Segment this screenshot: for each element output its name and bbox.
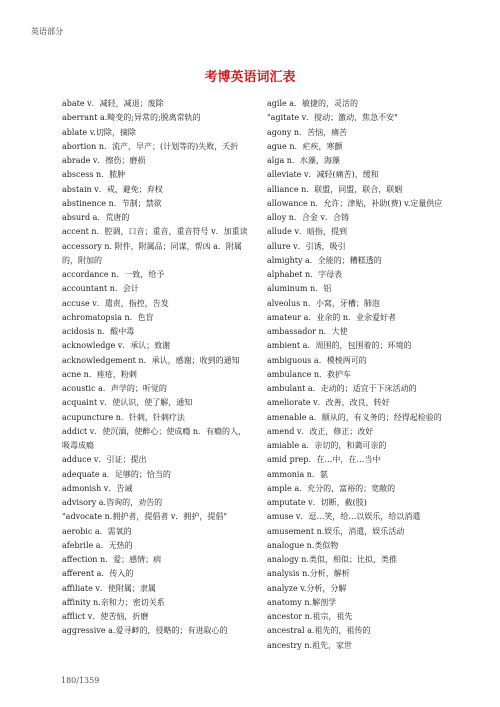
vocab-entry: alliance n．联盟，同盟，联合，联姻 [267, 184, 403, 194]
vocab-entry: addict v．使沉湎，使醉心；使成瘾 n．有瘾的人，吸毒成瘾 [62, 426, 247, 450]
vocab-entry: alga n．水藻，海藻 [267, 156, 340, 165]
vocab-entry: aluminum n．铝 [267, 284, 332, 294]
vocab-entry: accessory n. 附件，附属品；同谋，帮凶 a．附属的，附加的 [62, 241, 242, 265]
vocab-entry: "agitate v．搅动；激动，焦急不安" [267, 113, 398, 123]
vocab-entry: ancestral a.祖先的，祖传的 [267, 626, 371, 636]
vocab-entry: allure v．引诱，吸引 [267, 241, 346, 251]
vocab-entry: acupuncture n．针刺，针刺疗法 [62, 412, 185, 422]
vocabulary-columns [62, 97, 462, 657]
vocab-entry: anatomy n.解剖学 [267, 597, 337, 607]
vocab-entry: affection n．爱；感情；病 [62, 555, 162, 564]
vocab-entry: amenable a．顺从的，有义务的；经得起检验的 [267, 412, 442, 422]
vocab-entry: afebrile a．无热的 [62, 540, 133, 550]
vocab-entry: alphabet n．字母表 [267, 270, 343, 279]
vocab-entry: aerobic a．需氧的 [62, 526, 132, 536]
vocab-entry: accuse v．遣责，指控，告发 [62, 298, 169, 308]
vocab-entry: achromatopsia n．色盲 [62, 312, 154, 322]
vocab-entry: analogy n.类似，相似；比拟，类推 [267, 555, 397, 564]
vocab-entry: admonish v．告诫 [62, 483, 133, 493]
left-column [62, 97, 250, 657]
vocab-entry: ameliorate v．改善，改良，转好 [267, 398, 390, 408]
vocab-entry: analysis n.分析，解析 [267, 569, 350, 579]
vocab-entry: acknowledgement n．承认，感谢；收到的通知 [62, 355, 240, 365]
vocab-entry: abstinence n．节制；禁欲 [62, 198, 162, 208]
vocab-entry: abrade v．擦伤；磨损 [62, 156, 146, 165]
vocab-entry: alloy n．合金 v．合铸 [267, 213, 349, 222]
vocab-entry: amend v．改正，修正；改好 [267, 426, 374, 436]
vocab-entry: accordance n．一致，给予 [62, 270, 165, 279]
vocab-entry: ablate v.切除，摘除 [62, 127, 136, 137]
vocab-entry: acne n．痤疮，粉刺 [62, 369, 137, 379]
page-title: 考博英语词汇表 [204, 70, 296, 85]
vocab-entry: ague n．疟疾，寒颤 [267, 141, 343, 151]
vocab-entry: amuse v．逗…笑，给…以娱乐，给以消遣 [267, 512, 421, 522]
vocab-entry: acquaint v．使认识，使了解，通知 [62, 398, 193, 408]
vocab-entry: analogue n.类似物 [267, 540, 339, 550]
vocab-entry: alleviate v．减轻(痛苦)，缓和 [267, 170, 379, 180]
vocab-entry: ancestor n.祖宗，祖先 [267, 612, 353, 621]
vocab-entry: allude v．暗指，提到 [267, 227, 347, 237]
vocab-entry: afflict v．使苦恼，折磨 [62, 612, 149, 621]
vocab-entry: ancestry n.祖先，家世 [267, 640, 353, 650]
vocab-entry: aberrant a.畸变的;异常的;脱离常轨的 [62, 113, 201, 123]
vocab-entry: adduce v．引证；提出 [62, 455, 147, 465]
vocab-entry: accent n．腔调，口音；重音，重音符号 v．加重读 [62, 227, 248, 237]
vocab-entry: amateur a．业余的 n．业余爱好者 [267, 312, 397, 322]
vocab-entry: amiable a．亲切的，和蔼可亲的 [267, 441, 387, 450]
vocab-entry: analyze v.分析，分解 [267, 583, 347, 593]
vocab-entry: ammonia n．氨 [267, 469, 328, 479]
vocab-entry: afferent a．传入的 [62, 569, 134, 579]
vocab-entry: abscess n．脓肿 [62, 170, 126, 180]
vocab-entry: alveolus n．小窝，牙槽；肺泡 [267, 298, 380, 308]
vocab-entry: advisory a.咨询的，劝告的 [62, 498, 163, 507]
vocab-entry: ambulant a．走动的；适宜于下床活动的 [267, 384, 417, 393]
vocab-entry: aggressive a.爱寻衅的，侵略的；有进取心的 [62, 626, 228, 636]
vocab-entry: ambiguous a．模棱两可的 [267, 355, 367, 365]
vocab-entry: "advocate n.拥护者，提倡者 v．拥护，提倡" [62, 512, 228, 522]
vocab-entry: almighty a．全能的；糟糕透的 [267, 255, 382, 265]
vocab-entry: abate v．减轻，减退；废除 [62, 99, 164, 108]
vocab-entry: adequate a．足够的；恰当的 [62, 469, 171, 479]
vocab-entry: abstain v．戒，避免；弃权 [62, 184, 163, 194]
header-label: 英语部分 [31, 27, 63, 36]
vocab-entry: agony n．苦恼，痛苦 [267, 127, 348, 137]
vocab-entry: ambulance n．救护车 [267, 369, 352, 379]
vocab-entry: accountant n．会计 [62, 284, 139, 294]
vocab-entry: affinity n.亲和力；密切关系 [62, 597, 165, 607]
vocab-entry: ambassador n．大使 [267, 327, 348, 336]
vocab-entry: acknowledge v．承认；致谢 [62, 341, 171, 351]
vocab-entry: absurd a．荒唐的 [62, 213, 130, 222]
vocab-entry: agile a．敏捷的，灵活的 [267, 99, 359, 108]
vocab-entry: abortion n．流产，早产；(计划等的)失败，夭折 [62, 141, 239, 151]
vocab-entry: affiliate v．使附属；隶属 [62, 583, 156, 593]
vocab-entry: acoustic a．声学的；听觉的 [62, 384, 167, 393]
vocab-entry: acidosis n．酸中毒 [62, 327, 135, 336]
vocab-entry: ambient a．周围的，包围着的；环境的 [267, 341, 412, 351]
vocab-entry: amid prep．在…中，在…当中 [267, 455, 381, 465]
vocab-entry: amputate v．切断，截(肢) [267, 498, 367, 507]
vocab-entry: allowance n．允许；津贴，补助(费) v.定量供应 [267, 198, 443, 208]
vocab-entry: ample a．充分的，富裕的；宽敞的 [267, 483, 396, 493]
page-number: 180/1359 [61, 676, 100, 685]
right-column [267, 97, 462, 657]
vocab-entry: amusement n.娱乐，消遣，娱乐活动 [267, 526, 405, 536]
